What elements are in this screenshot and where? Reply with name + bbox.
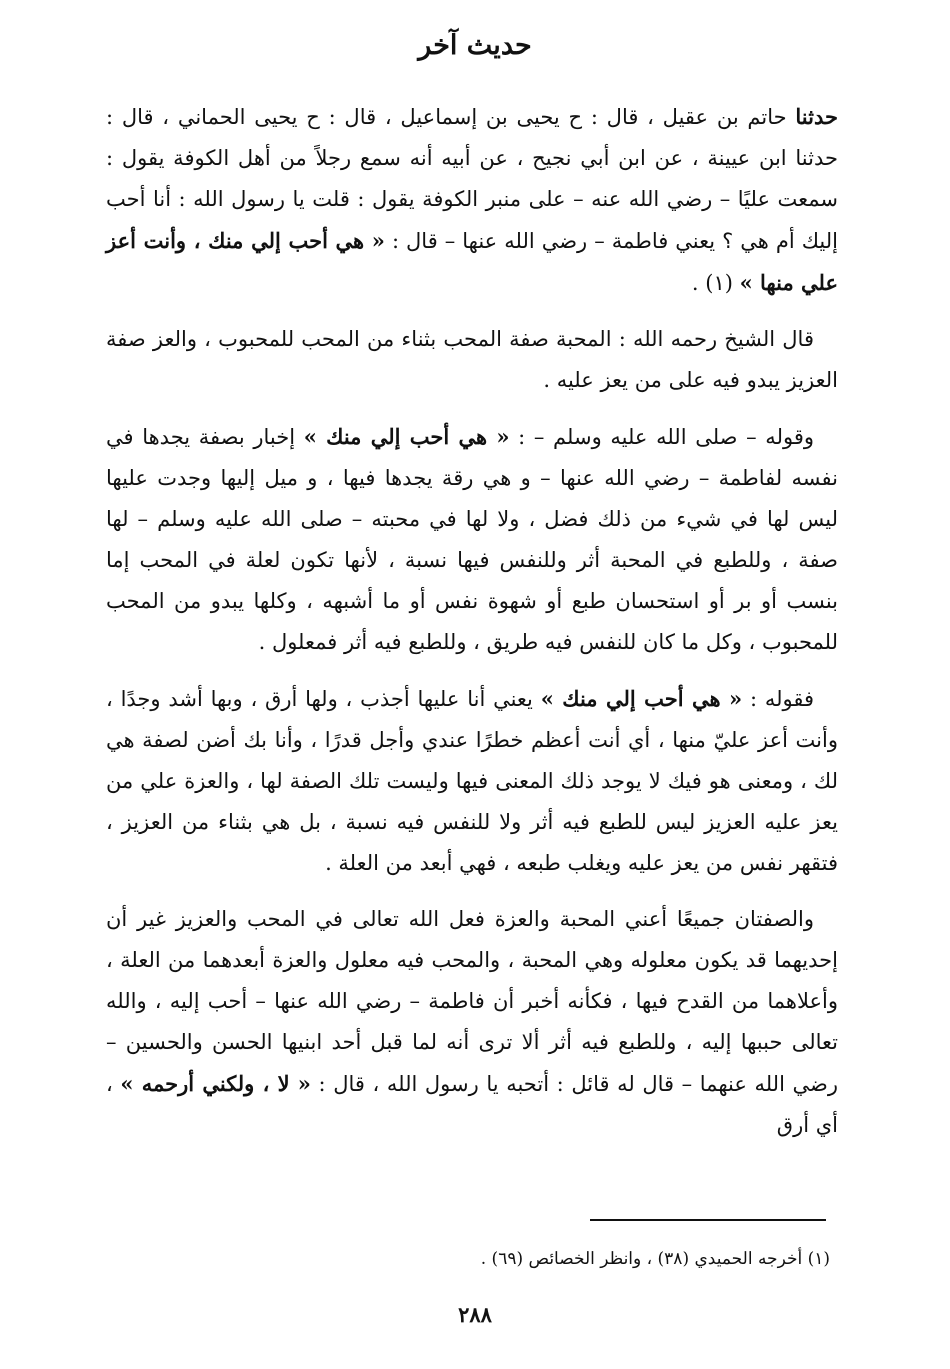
footnote-divider <box>590 1219 826 1221</box>
text-segment: والصفتان جميعًا أعني المحبة والعزة فعل الله تعالى في المحب والعزيز غير أن إحديهما قد يكون معلوله وهي المحبة ، والمحب فيه معلول والعزة أبعدهما من العلة ، وأعلاهما من القدح فيها ، فكأنه أخبر أن فاطمة – رضي الله عنها – أحب إليه ، والله تعالى حببها إليه ، وللطبع فيه أثر ألا ترى أنه لما قبل أحد ابنيها الحسن والحسين – رضي الله عنهما – قال له قائل : أتحبه يا رسول الله ، قال : <box>106 907 838 1096</box>
emphasized-text: « لا ، ولكني أرحمه » <box>120 1071 311 1096</box>
text-segment: (١) . <box>691 271 740 295</box>
page-number: ٢٨٨ <box>458 1302 492 1327</box>
text-segment: إخبار بصفة يجدها في نفسه لفاطمة – رضي الله عنها – و هي رقة يجدها فيها ، و ميل إليها وجدت عليها ليس لها في شيء من ذلك فضل ، ولا لها في محبته – صلى الله عليه وسلم – لها صفة ، وللطبع في المحبة أثر وللنفس فيها نسبة ، لأنها تكون لعلة في المحب إما بنسب أو بر أو استحسان طبع أو شهوة نفس أو ما أشبهه ، وكلها يبدو من المحب للمحبوب ، وكل ما كان للنفس فيه طريق ، وللطبع فيه أثر فمعلول . <box>106 425 838 654</box>
paragraph-1 <box>106 96 838 304</box>
text-segment: حاتم بن عقيل ، قال : ح يحيى بن إسماعيل ، قال : ح يحيى الحماني ، قال : حدثنا ابن عيينة ، عن ابن أبي نجيح ، عن أبيه أنه سمع رجلاً من أهل الكوفة يقول : سمعت عليًا – رضي الله عنه – على منبر الكوفة يقول : قلت يا رسول الله : أنا أحب إليك أم هي ؟ يعني فاطمة – رضي الله عنها – قال : <box>106 105 838 253</box>
emphasized-text: « هي أحب إلي منك » <box>303 424 510 449</box>
emphasized-text: حدثنا <box>795 104 838 129</box>
paragraph-2 <box>106 319 838 401</box>
footnote: (١) أخرجه الحميدي (٣٨) ، وانظر الخصائص (٦٩) . <box>480 1249 830 1269</box>
paragraph-4 <box>106 678 838 884</box>
page-title: حديث آخر <box>418 30 532 61</box>
paragraph-3 <box>106 416 838 663</box>
text-segment: يعني أنا عليها أجذب ، ولها أرق ، وبها أشد وجدًا ، وأنت أعز عليّ منها ، أي أنت أعظم خطرًا عندي وأجل قدرًا ، وأنا بك أضن لصفة هي لك ، ومعنى هو فيك لا يوجد ذلك المعنى فيها وليست تلك الصفة لها ، والعزة علي من يعز عليه العزيز ليس للطبع فيه أثر ولا للنفس فيه نسبة ، بل هي بثناء من العزيز ، فتقهر نفس من يعز عليه ويغلب طبعه ، فهي أبعد من العلة . <box>106 687 838 875</box>
text-segment: قال الشيخ رحمه الله : المحبة صفة المحب بثناء من المحب للمحبوب ، والعز صفة العزيز يبدو فيه على من يعز عليه . <box>106 327 838 392</box>
text-segment: فقوله : <box>742 687 814 711</box>
emphasized-text: « هي أحب إلي منك ، وأنت أعز علي منها » <box>106 228 838 295</box>
emphasized-text: « هي أحب إلي منك » <box>540 686 743 711</box>
main-text <box>106 96 838 1161</box>
paragraph-5 <box>106 899 838 1146</box>
text-segment: وقوله – صلى الله عليه وسلم – : <box>509 425 814 449</box>
text-segment: ، أي أرق <box>106 1072 838 1137</box>
